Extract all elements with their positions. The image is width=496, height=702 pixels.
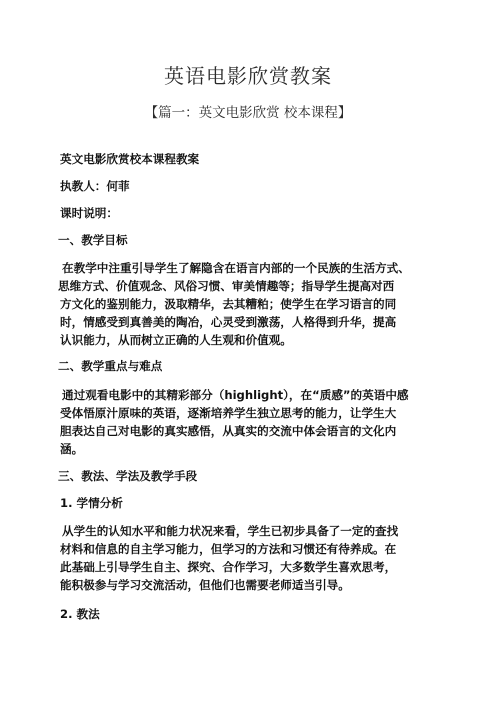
paragraph-line: 能积极参与学习交流活动，但他们也需要老师适当引导。 [60, 578, 350, 592]
paragraph-line: 从学生的认知水平和能力状况来看，学生已初步具备了一定的查找 [62, 524, 399, 538]
paragraph-line: 胆表达自己对电影的真实感悟，从真实的交流中体会语言的文化内 [60, 424, 397, 438]
paragraph-line: 通过观看电影中的其精彩部分（highlight），在“质感”的英语中感 [62, 388, 409, 402]
paragraph-line: 方文化的鉴别能力，汲取精华，去其糟粕；使学生在学习语言的同 [60, 297, 397, 311]
paragraph-line: 此基础上引导学生自主、探究、合作学习，大多数学生喜欢思考， [60, 560, 397, 574]
document-subtitle: 【篇一：英文电影欣赏 校本课程】 [144, 105, 352, 121]
document-title: 英语电影欣赏教案 [164, 64, 332, 88]
section-heading-key-points: 二、教学重点与难点 [58, 359, 163, 373]
teacher-line: 执教人：何菲 [60, 179, 130, 193]
lesson-note-label: 课时说明： [60, 206, 118, 220]
section-heading-methods: 三、教法、学法及教学手段 [58, 469, 198, 483]
paragraph-line: 受体悟原汁原味的英语，逐渐培养学生独立思考的能力，让学生大 [60, 406, 397, 420]
subsection-heading-learner-analysis: 1. 学情分析 [60, 496, 123, 510]
section-heading-objectives: 一、教学目标 [58, 233, 128, 247]
paragraph-line: 思维方式、价值观念、风俗习惯、审美情趣等；指导学生提高对西 [58, 279, 395, 293]
course-plan-heading: 英文电影欣赏校本课程教案 [60, 152, 200, 166]
paragraph-line: 材料和信息的自主学习能力，但学习的方法和习惯还有待养成。在 [60, 542, 397, 556]
paragraph-line: 涵。 [60, 442, 84, 456]
paragraph-line: 时，情感受到真善美的陶冶，心灵受到激荡，人格得到升华，提高 [60, 315, 397, 329]
paragraph-line: 认识能力，从而树立正确的人生观和价值观。 [60, 333, 292, 347]
subsection-heading-teaching-method: 2. 教法 [60, 607, 100, 621]
paragraph-line: 在教学中注重引导学生了解隐含在语言内部的一个民族的生活方式、 [62, 261, 410, 275]
